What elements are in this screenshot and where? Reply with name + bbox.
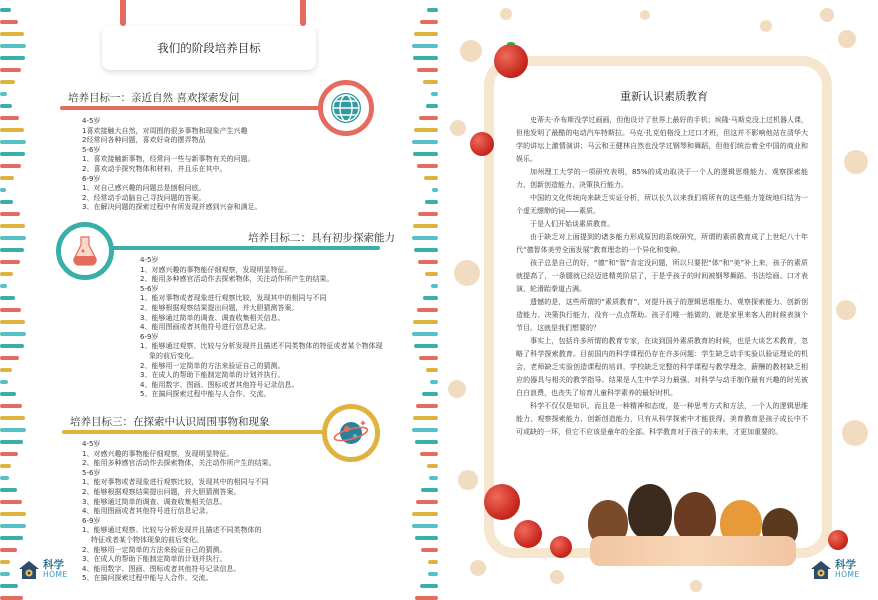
helix-rung [0, 464, 11, 468]
helix-rung [415, 536, 438, 540]
helix-rung [0, 272, 13, 276]
goal1-rule [60, 106, 330, 110]
list-item: 3、能够通过简单的调查、调查收集相关信息。 [82, 497, 227, 506]
helix-rung [423, 296, 438, 300]
helix-rung [413, 56, 438, 60]
helix-rung [0, 260, 20, 264]
dna-helix-left [0, 0, 30, 600]
helix-rung [0, 92, 7, 96]
polka-dot [760, 20, 772, 32]
tomato-decoration [514, 520, 542, 548]
helix-rung [414, 248, 438, 252]
helix-rung [432, 188, 438, 192]
brand-logo-right [810, 560, 860, 580]
helix-rung [0, 560, 10, 564]
goal2-badge [56, 222, 114, 280]
house-icon [810, 560, 832, 580]
list-item: 1、能够通过观察、比较与分析发现并且描述不同类物体的特征或者某个物体现 [140, 342, 383, 351]
helix-rung [412, 428, 438, 432]
helix-rung [0, 452, 18, 456]
page-title: 我们的阶段培养目标 [102, 26, 316, 70]
helix-rung [428, 572, 438, 576]
helix-rung [415, 440, 438, 444]
list-item: 3、在成人的帮助下能制定简单的计划并执行。 [82, 555, 227, 564]
helix-rung [0, 284, 7, 288]
helix-rung [426, 368, 438, 372]
tomato-decoration [550, 536, 572, 558]
goal3-badge [322, 404, 380, 462]
helix-rung [422, 392, 438, 396]
article-paragraph: 遗憾的是，这些所谓的“素质教育”，对提升孩子的逻辑思维能力、观察探索能力、创新创造能力、决策执行能力，没有一点点帮助。孩子们唯一能做的，就是家里来客人的时候表演个节目。这就是我们想要的？ [516, 298, 808, 332]
helix-rung [431, 92, 438, 96]
tomato-decoration [470, 132, 494, 156]
helix-rung [0, 584, 18, 588]
list-item: 5-6岁 [82, 468, 101, 477]
list-item: 4-5岁 [82, 440, 101, 448]
helix-rung [0, 140, 26, 144]
globe-icon [329, 91, 363, 125]
helix-rung [0, 8, 11, 12]
helix-rung [0, 248, 24, 252]
logo-text: 科学 [43, 559, 64, 571]
helix-rung [0, 308, 21, 312]
goal2-rule [84, 246, 380, 250]
helix-rung [0, 428, 26, 432]
helix-rung [0, 548, 17, 552]
goal2-title: 培养目标二：具有初步探索能力 [248, 232, 395, 244]
list-item: 2经常问各种问题，喜欢好奇的摆弄物品 [82, 136, 206, 145]
list-item: 2、能够用一定简单的方法来验证自己的猜测。 [140, 361, 285, 370]
list-item: 3、在解决问题的探索过程中有所发现并感到兴奋和满足。 [82, 203, 262, 212]
polka-dot [820, 8, 834, 22]
list-item: 象的前后变化。 [149, 351, 198, 360]
helix-rung [426, 104, 438, 108]
helix-rung [421, 488, 438, 492]
helix-rung [0, 188, 6, 192]
polka-dot [500, 8, 512, 20]
helix-rung [430, 380, 438, 384]
polka-dot [450, 120, 466, 136]
helix-rung [0, 56, 25, 60]
helix-rung [423, 80, 438, 84]
left-page [0, 0, 438, 600]
list-item: 1、能对事物或者现象进行观察比较，发现其中的相同与不同 [82, 478, 269, 487]
helix-rung [0, 212, 20, 216]
helix-rung [427, 464, 438, 468]
tomato-decoration [828, 530, 848, 550]
polka-dot [454, 260, 480, 286]
logo-text: 科学 [835, 559, 856, 571]
list-item: 1、对感兴趣的事物能仔细观察，发现明显特征。 [140, 265, 292, 274]
planet-icon [332, 414, 370, 452]
list-item: 4、能用数字、图画、图标或者其他符号记录信息。 [82, 564, 241, 573]
list-item: 2、能够根据观察结果提出问题，并大胆猜测答案。 [140, 303, 299, 312]
helix-rung [0, 332, 26, 336]
helix-rung [412, 524, 438, 528]
helix-rung [417, 308, 438, 312]
helix-rung [0, 416, 25, 420]
goal3-rule [62, 430, 332, 434]
list-item: 3、能够通过简单的调查、调查收集相关信息。 [140, 313, 285, 322]
list-item: 6-9岁 [82, 174, 101, 183]
helix-rung [418, 260, 438, 264]
polka-dot [836, 300, 856, 320]
list-item: 2、能够用一定简单的方法来验证自己的猜测。 [82, 545, 227, 554]
helix-rung [431, 284, 438, 288]
polka-dot [838, 30, 856, 48]
list-item: 2、喜欢动手探究物体和材料，并且乐在其中。 [82, 164, 227, 173]
tomato-decoration [484, 484, 520, 520]
list-item: 5、在搞问探索过程中能与人合作、交流。 [140, 390, 271, 399]
list-item: 5-6岁 [82, 145, 101, 154]
list-item: 6-9岁 [82, 516, 101, 525]
logo-subtext: HOME [835, 570, 860, 579]
helix-rung [0, 32, 24, 36]
helix-rung [414, 32, 438, 36]
goal3-list [82, 440, 275, 584]
helix-rung [420, 584, 438, 588]
article-paragraph: 科学不仅仅是知识，而且是一种精神和态度，是一种思考方式和方法，一个人的逻辑思维能力、观察探索能力、创新创造能力，只有从科学探索中才能获得。美育教育是孩子成长中不可或缺的一环，但它不应该是童年的全部。科学教育对于孩子的未来，才更加重要的。 [516, 402, 808, 436]
logo-subtext: HOME [43, 570, 68, 579]
helix-rung [0, 344, 24, 348]
helix-rung [0, 20, 18, 24]
helix-rung [429, 476, 438, 480]
tomato-leaf [507, 42, 515, 46]
list-item: 1喜欢接触大自然，对周围的很多事物和现象产生兴趣 [82, 126, 248, 135]
child-illustration [674, 492, 716, 542]
helix-rung [419, 356, 438, 360]
polka-dot [844, 150, 868, 174]
helix-rung [412, 512, 438, 516]
helix-rung [0, 128, 24, 132]
helix-rung [416, 500, 438, 504]
helix-rung [0, 524, 26, 528]
child-illustration [628, 484, 672, 540]
helix-rung [0, 596, 23, 600]
helix-rung [0, 152, 25, 156]
helix-rung [0, 380, 8, 384]
goal3-title: 培养目标三：在探索中认识周围事物和现象 [70, 416, 270, 428]
list-item: 1、能对事物或者现象进行观察比较，发现其中的相同与不同 [140, 294, 327, 303]
helix-rung [420, 20, 438, 24]
helix-rung [414, 344, 438, 348]
helix-rung [419, 116, 438, 120]
polka-dot [842, 420, 868, 446]
helix-rung [0, 200, 13, 204]
helix-rung [425, 272, 438, 276]
helix-rung [413, 224, 438, 228]
helix-rung [0, 236, 26, 240]
polka-dot [448, 380, 466, 398]
hanger-right [300, 0, 306, 26]
helix-rung [412, 332, 438, 336]
article-paragraph: 中国的文化传统向来缺乏实证分析，所以长久以来我们将所有的这些能力笼统地归结为一个虚无缥缈的词——素质。 [516, 194, 808, 215]
goal2-list [140, 256, 382, 400]
polka-dot [690, 580, 702, 592]
tomato-decoration [494, 44, 528, 78]
helix-rung [421, 548, 438, 552]
helix-rung [0, 488, 17, 492]
house-icon [18, 560, 40, 580]
list-item: 1、对感兴趣的事物能仔细观察，发现明显特征。 [82, 449, 234, 458]
list-item: 2、能用多种感官活动作去探索物体，关注动作所产生的结果。 [140, 275, 334, 284]
article-paragraph: 事实上，包括许多所谓的教育专家，在谈到国外素质教育的时候，也是大谈艺术教育，忽略了科学探索教育。目前国内的科学课程仍存在许多问题：学生缺乏动手实验以验证理论的机会，老师缺乏实验创造课程的培训，学校缺乏完整的科学课程与教学理念，薪酬的教材缺乏相应的器具与相关的教学指导。结果是人生中学习力最强、对科学与动手制作最有兴趣的时光被白白浪费，也丧失了培育儿童科学素养的最好时机。 [516, 337, 808, 397]
list-item: 5、在搞问探索过程中能与人合作、交流。 [82, 574, 213, 583]
goal1-badge [318, 80, 374, 136]
helix-rung [414, 128, 438, 132]
helix-rung [0, 176, 14, 180]
list-item: 特征或者某个物体现象的前后变化。 [91, 535, 203, 544]
helix-rung [0, 296, 15, 300]
hanger-left [120, 0, 126, 26]
article-paragraph: 加州理工大学的一项研究表明，85%的成功取决于一个人的逻辑思维能力、观察探索能力、创新创造能力、决策执行能力。 [516, 168, 808, 189]
list-item: 1、能够通过观察、比较与分析发现并且描述不同类物体的 [82, 526, 262, 535]
brand-logo-left [18, 560, 68, 580]
helix-rung [0, 80, 15, 84]
article-paragraph: 史蒂夫·乔布斯没学过画画，但他设计了世界上最好的手机；埃隆·马斯克没上过机器人课，但他发明了最酷的电动汽车特斯拉。马克·扎克伯格没上过口才班，但这并不影响他站在清华大学的讲坛上激情演讲；马云和王健林自然也没学过钢琴和舞蹈，但他们统治着全中国的商业和娱乐。 [516, 116, 808, 163]
helix-rung [0, 356, 19, 360]
helix-rung [417, 68, 438, 72]
list-item: 4、能用数字、图画、图标或者其他符号记录信息。 [140, 380, 299, 389]
article-title: 重新认识素质教育 [620, 90, 708, 103]
list-item: 4-5岁 [82, 117, 101, 125]
helix-rung [413, 152, 438, 156]
helix-rung [427, 8, 438, 12]
list-item: 6-9岁 [140, 332, 159, 341]
list-item: 1、对自己感兴趣的问题总是刨根问底。 [82, 184, 206, 193]
helix-rung [0, 68, 21, 72]
helix-rung [0, 404, 22, 408]
helix-rung [415, 596, 438, 600]
helix-rung [0, 512, 26, 516]
helix-rung [413, 320, 438, 324]
helix-rung [0, 572, 10, 576]
helix-rung [0, 368, 12, 372]
children-bodies [590, 536, 796, 566]
polka-dot [460, 40, 482, 62]
helix-rung [420, 452, 438, 456]
list-item: 2、经常动手动脑自己寻找问题的答案。 [82, 193, 206, 202]
right-page [440, 0, 878, 600]
polka-dot [640, 10, 650, 20]
list-item: 2、能用多种感官活动作去探索物体，关注动作所产生的结果。 [82, 459, 276, 468]
helix-rung [413, 416, 438, 420]
helix-rung [417, 164, 438, 168]
polka-dot [470, 560, 486, 576]
helix-rung [0, 320, 25, 324]
list-item: 2、能够根据观察结果提出问题，并大胆猜测答案。 [82, 487, 241, 496]
helix-rung [0, 440, 23, 444]
list-item: 1、喜欢接触新事物，经常问一些与新事物有关的问题。 [82, 155, 255, 164]
polka-dot [550, 570, 564, 584]
helix-rung [0, 164, 21, 168]
helix-rung [0, 116, 19, 120]
list-item: 3、在成人的帮助下能制定简单的计划并执行。 [140, 371, 285, 380]
helix-rung [412, 140, 438, 144]
list-item: 4、能用图画或者其他符号进行信息记录。 [140, 323, 271, 332]
helix-rung [0, 500, 22, 504]
helix-rung [412, 44, 438, 48]
helix-rung [425, 200, 438, 204]
flask-icon [68, 234, 102, 268]
helix-rung [0, 476, 9, 480]
polka-dot [458, 470, 478, 490]
list-item: 4、能用图画或者其他符号进行信息记录。 [82, 507, 213, 516]
article-paragraph: 孩子总是自己的好，“德”和“智”肯定没问题，所以只要把“体”和“美”补上来，孩子的素质就提高了，一条腿就已经迈进精英阶层了，于是乎孩子的时间被钢琴舞蹈、书法绘画、口才表演、轮滑跆拳道占满。 [516, 259, 808, 293]
helix-rung [424, 176, 438, 180]
helix-rung [0, 224, 25, 228]
article-body [516, 114, 808, 439]
goal1-list [82, 117, 261, 213]
helix-rung [428, 560, 438, 564]
helix-rung [416, 404, 438, 408]
list-item: 4-5岁 [140, 256, 159, 264]
list-item: 5-6岁 [140, 284, 159, 293]
helix-rung [0, 104, 12, 108]
dna-helix-right [408, 0, 438, 600]
helix-rung [0, 536, 23, 540]
helix-rung [0, 392, 16, 396]
helix-rung [418, 212, 438, 216]
article-paragraph: 于是人们开始谈素质教育。 [530, 220, 614, 228]
article-paragraph: 由于缺乏对上面提到的诸多能力形成原因的系统研究，所谓的素质教育成了上世纪八十年代“德智体美劳全面发展”教育理念的一个异化和变种。 [516, 233, 808, 254]
helix-rung [412, 236, 438, 240]
helix-rung [0, 44, 26, 48]
goal1-title: 培养目标一：亲近自然 喜欢探索发问 [68, 92, 240, 104]
